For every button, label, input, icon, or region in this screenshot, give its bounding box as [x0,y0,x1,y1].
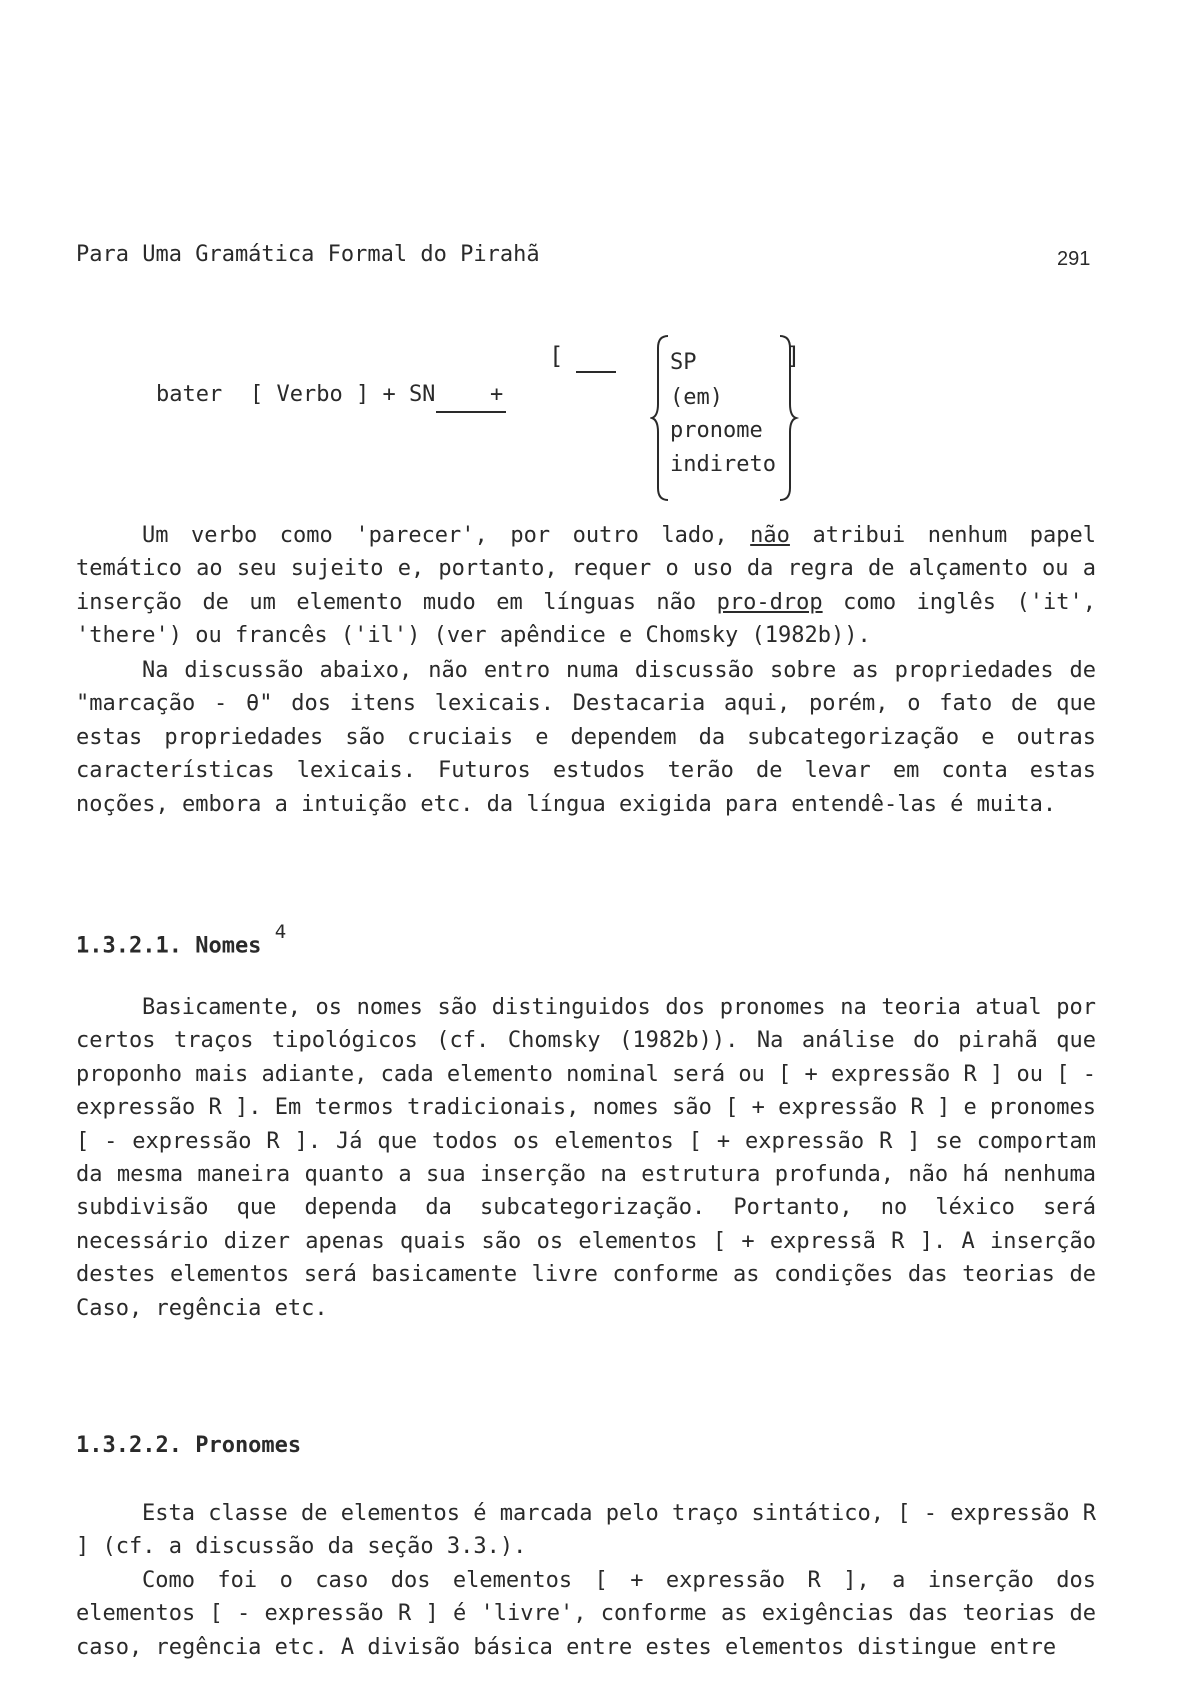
frame-blank-line [576,371,616,373]
section-heading-pronomes: 1.3.2.2. Pronomes [76,1433,302,1458]
frame-close-bracket: ] [786,342,801,370]
footnote-ref: 4 [274,921,287,943]
right-brace [776,334,800,502]
rule-lexeme: bater [156,382,223,407]
rule-option-indireto: indireto [670,452,776,477]
rule-option-sp: SP [670,350,697,375]
paragraph-1: Um verbo como 'parecer', por outro lado, não atribui nenhum papel temático ao seu sujeito e, portanto, requer o uso da regra de alçamento ou a inserção de um elemento mudo em línguas não pro-drop como inglês ('it', 'there') ou francês ('il') (ver apêndice e Chomsky (1982b)). [76,523,1096,649]
paragraph-3: Basicamente, os nomes são distinguidos dos pronomes na teoria atual por certos traços tipológicos (cf. Chomsky (1982b)). Na análise do pirahã que proponho mais adiante, cada elemento nominal será ou [ + expressão R ] ou [ - expressão R ]. Em termos tradicionais, nomes são [ + expressão R ] e pronomes [ - expressão R ]. Já que todos os elementos [ + expressão R ] se comportam da mesma maneira quanto a sua inserção na estrutura profunda, não há nenhuma subdivisão que dependa da subcategorização. Portanto, no léxico será necessário dizer apenas quais são os elementos [ + expressã R ]. A inserção destes elementos será basicamente livre conforme as condições das teorias de Caso, regência etc. [76,995,1096,1321]
section-heading-nomes: 1.3.2.1. Nomes $^4$ [76,921,287,959]
running-header: Para Uma Gramática Formal do Pirahã [76,242,540,267]
page-number: 291 [1057,248,1091,270]
rule-verb-sn: [ Verbo ] + SN [250,382,436,407]
paragraph-5: Como foi o caso dos elementos [ + expressão R ], a inserção dos elementos [ - expressão R ] é 'livre', conforme as exigências das teorias de caso, regência etc. A divisão básica entre estes elementos distingue entre [76,1568,1096,1660]
paragraph-4: Esta classe de elementos é marcada pelo traço sintático, [ - expressão R ] (cf. a discussão da seção 3.3.). [76,1501,1096,1560]
rule-underline [436,411,506,413]
rule-plus: + [490,382,504,407]
paragraph-2: Na discussão abaixo, não entro numa discussão sobre as propriedades de "marcação - θ" dos itens lexicais. Destacaria aqui, porém, o fato de que estas propriedades são cruciais e dependem da subcategorização e outras características lexicais. Futuros estudos terão de levar em conta estas noções, embora a intuição etc. da língua exigida para entendê-las é muita. [76,658,1096,817]
rule-option-em: (em) [670,385,723,410]
frame-open-bracket: [ [549,342,564,370]
rule-option-pronome: pronome [670,418,763,443]
